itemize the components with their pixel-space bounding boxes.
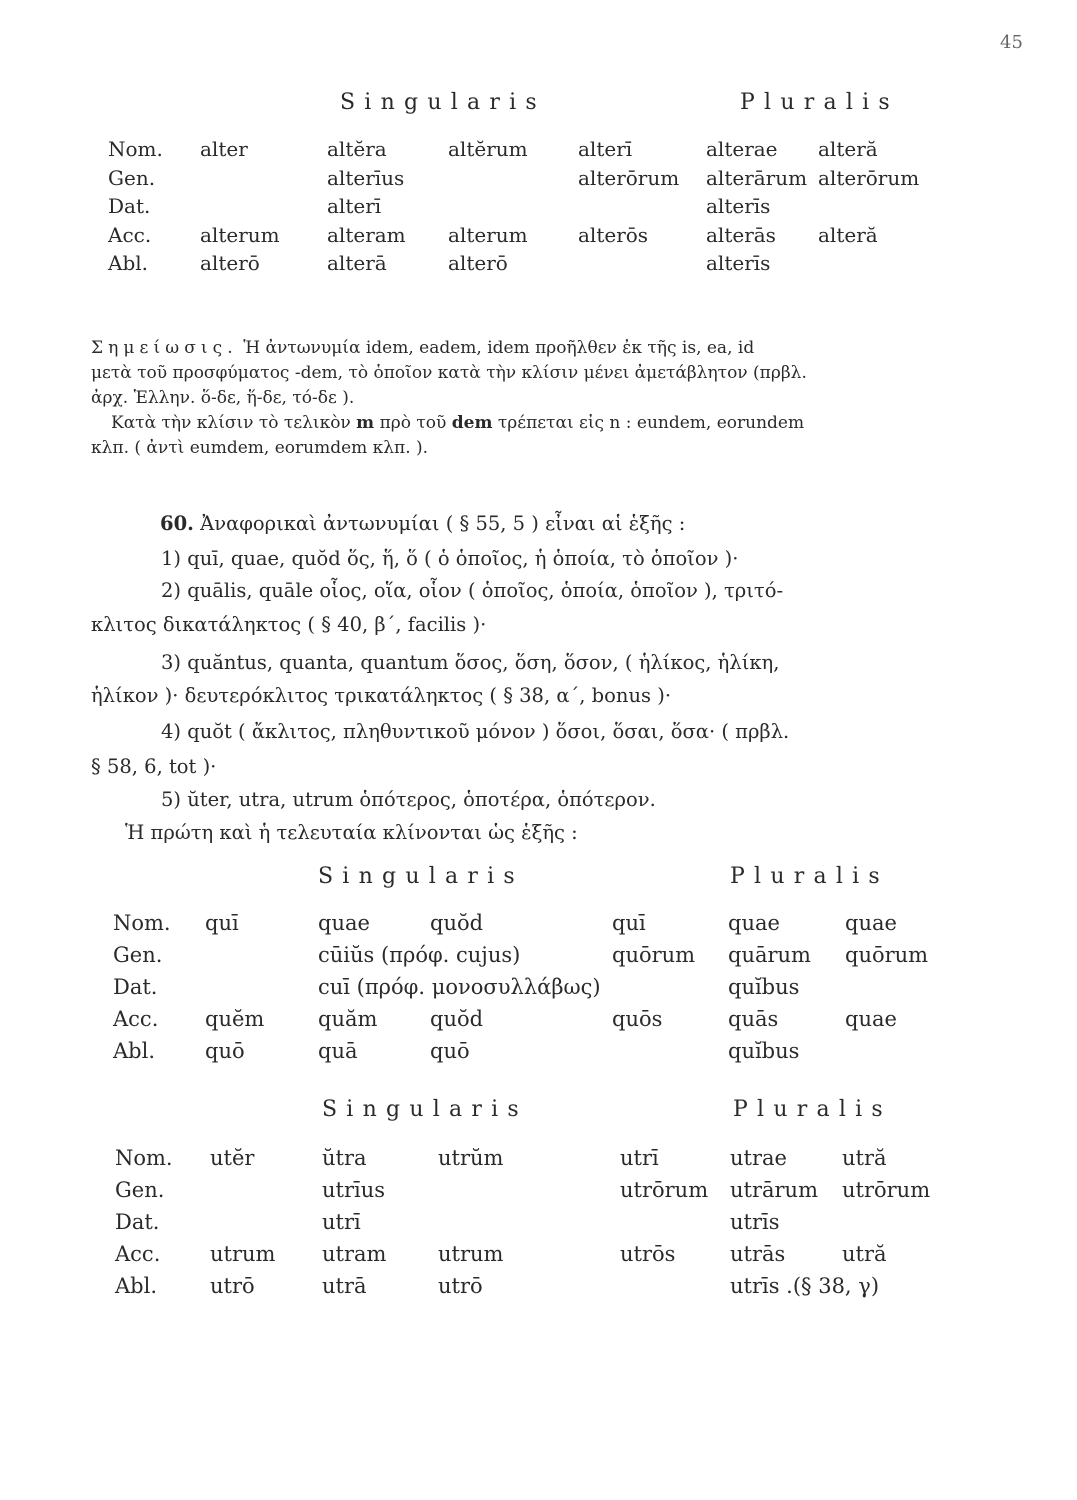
table3-case-label: Nom. <box>115 1146 173 1170</box>
table3-case-label: Abl. <box>115 1274 157 1298</box>
table2-header-singular: Singularis <box>318 864 524 889</box>
table2-form: quās <box>728 1007 779 1031</box>
section60-item-5: 5) ŭter, utra, utrum ὁπότερος, ὁποτέρα, ὁπότερον. <box>161 788 656 811</box>
table3-form: utrŭm <box>438 1146 504 1170</box>
table3-case-label: Gen. <box>115 1178 165 1202</box>
table2-form: quōs <box>612 1007 663 1031</box>
table3-form: utrōs <box>620 1242 676 1266</box>
table2-form: quae <box>728 911 780 935</box>
table3-form: utrīs .(§ 38, γ) <box>730 1274 880 1298</box>
table1-form: alterōrum <box>818 165 920 190</box>
table2-form: quĭbus <box>728 975 800 999</box>
table1-form: alterī <box>327 194 382 218</box>
note-line-4 <box>91 411 971 436</box>
note-line-4-a: Κατὰ τὴν κλίσιν τὸ τελικὸν <box>111 413 351 433</box>
table3-case-label: Acc. <box>115 1242 161 1266</box>
section60-item-4-cont: § 58, 6, tot )· <box>91 755 217 778</box>
table2-form: quŏd <box>430 911 484 935</box>
table3-header-singular: Singularis <box>322 1097 528 1122</box>
table2-form: quō <box>430 1039 470 1063</box>
table1-form: alterīus <box>327 165 405 190</box>
table3-form: utrī <box>620 1146 659 1170</box>
table3-form: utram <box>322 1242 387 1266</box>
table2-header-plural: Pluralis <box>730 864 889 889</box>
table3-form: utrīs <box>730 1210 780 1234</box>
table1-row <box>0 166 1077 195</box>
table3-form: utrum <box>438 1242 504 1266</box>
table2-form: quōrum <box>845 943 929 967</box>
table1-form: alteră <box>818 222 878 247</box>
table3-form: utră <box>842 1146 887 1170</box>
note-line-1: Ἡ ἀντωνυμία idem, eadem, idem προῆλθεν ἐκ τῆς is, ea, id <box>243 338 755 358</box>
table3-form: utră <box>842 1242 887 1266</box>
table1-form: alterum <box>448 222 528 247</box>
table1-form: alterās <box>706 222 776 247</box>
table3-form: utrīus <box>322 1178 386 1202</box>
table2-form: quī <box>205 911 239 935</box>
table2 <box>0 911 1077 1071</box>
table1-form: alterī <box>578 137 633 161</box>
page-number: 45 <box>1000 32 1023 53</box>
section60-closing: Ἡ πρώτη καὶ ἡ τελευταία κλίνονται ὡς ἑξῆς : <box>125 821 578 844</box>
table2-form: quī <box>612 911 646 935</box>
table1-header-plural: Pluralis <box>740 90 899 115</box>
section60-intro: Ἀναφορικαὶ ἀντωνυμίαι ( § 55, 5 ) εἶναι αἱ ἑξῆς : <box>200 512 686 535</box>
section60-item-4: 4) quŏt ( ἄκλιτος, πληθυντικοῦ μόνον ) ὅσοι, ὅσαι, ὅσα· ( πρβλ. <box>161 720 790 743</box>
table2-form: cuī (πρόφ. μονοσυλλάβως) <box>318 975 601 999</box>
table3-form: utrōrum <box>620 1178 709 1202</box>
table1-row <box>0 194 1077 223</box>
note-paragraph <box>91 336 971 461</box>
table2-form: quārum <box>728 943 811 967</box>
table3-row <box>0 1146 1077 1178</box>
note-line-4-m: m <box>356 413 375 433</box>
table2-form: quŏd <box>430 1007 484 1031</box>
table3-form: ŭtra <box>322 1146 367 1170</box>
note-label: Σημείωσις. <box>91 338 238 358</box>
table1-header-singular: Singularis <box>340 90 546 115</box>
table3-row <box>0 1210 1077 1242</box>
section60-item-3-cont: ἡλίκον )· δευτερόκλιτος τρικατάληκτος ( § 38, α΄, bonus )· <box>91 684 672 707</box>
table3-form: utrōrum <box>842 1178 931 1202</box>
table2-form: quae <box>845 1007 897 1031</box>
table2-row <box>0 975 1077 1007</box>
table2-row <box>0 943 1077 975</box>
table3-header-plural: Pluralis <box>733 1097 892 1122</box>
table1-form: alterā <box>327 251 387 275</box>
table2-form: quĕm <box>205 1007 265 1031</box>
table1-form: alterīs <box>706 251 771 275</box>
table1-form: alterō <box>448 251 508 275</box>
table1-form: alterae <box>706 137 778 161</box>
table2-form: quōrum <box>612 943 696 967</box>
note-line-4-dem: dem <box>451 413 493 433</box>
note-line-4-c: τρέπεται εἰς n : eundem, eorundem <box>497 413 805 433</box>
table2-form: quăm <box>318 1007 378 1031</box>
table1-case-label: Abl. <box>108 251 148 275</box>
table3-form: utrā <box>322 1274 367 1298</box>
section60-item-2: 2) quālis, quāle οἷος, οἵα, οἷον ( ὁποῖος, ὁποία, ὁποῖον ), τριτό- <box>161 579 784 602</box>
table1-form: alterum <box>200 222 280 247</box>
table1 <box>0 137 1077 280</box>
table2-row <box>0 1039 1077 1071</box>
table2-case-label: Dat. <box>113 975 158 999</box>
table1-row <box>0 251 1077 280</box>
table1-form: alteră <box>818 137 878 161</box>
table1-form: alterīs <box>706 194 771 218</box>
table1-case-label: Gen. <box>108 165 156 190</box>
section60-heading <box>160 512 685 535</box>
table3-row <box>0 1242 1077 1274</box>
note-line-2: μετὰ τοῦ προσφύματος -dem, τὸ ὁποῖον κατὰ τὴν κλίσιν μένει ἀμετάβλητον (πρβλ. <box>91 363 807 383</box>
table2-form: quĭbus <box>728 1039 800 1063</box>
table3-case-label: Dat. <box>115 1210 160 1234</box>
table2-case-label: Gen. <box>113 943 163 967</box>
table3-form: utrō <box>438 1274 483 1298</box>
table1-form: alter <box>200 137 248 161</box>
section60-number: 60. <box>160 512 194 535</box>
table2-case-label: Abl. <box>113 1039 155 1063</box>
table3-form: utrae <box>730 1146 787 1170</box>
table3-row <box>0 1274 1077 1306</box>
table1-form: altĕra <box>327 137 387 161</box>
table1-form: alterōs <box>578 222 649 247</box>
table1-form: alteram <box>327 222 406 247</box>
table3-row <box>0 1178 1077 1210</box>
table3 <box>0 1146 1077 1306</box>
table1-case-label: Nom. <box>108 137 163 161</box>
note-line-3: ἀρχ. Ἑλλην. ὅ-δε, ἥ-δε, τό-δε ). <box>91 388 355 408</box>
table2-case-label: Nom. <box>113 911 171 935</box>
table1-form: altĕrum <box>448 137 528 161</box>
section60-item-1: 1) quī, quae, quŏd ὅς, ἥ, ὅ ( ὁ ὁποῖος, ἡ ὁποία, τὸ ὁποῖον )· <box>161 547 739 570</box>
table3-form: utrī <box>322 1210 361 1234</box>
table2-form: quae <box>845 911 897 935</box>
table1-form: alterōrum <box>578 165 680 190</box>
table3-form: utrārum <box>730 1178 818 1202</box>
table2-form: quā <box>318 1039 358 1063</box>
table2-form: quō <box>205 1039 245 1063</box>
note-line-4-b: πρὸ τοῦ <box>379 413 447 433</box>
table1-form: alterō <box>200 251 260 275</box>
table2-form: quae <box>318 911 370 935</box>
table1-case-label: Acc. <box>108 222 152 247</box>
table2-case-label: Acc. <box>113 1007 159 1031</box>
table3-form: utrās <box>730 1242 786 1266</box>
table3-form: utrum <box>210 1242 276 1266</box>
section60-item-3: 3) quăntus, quanta, quantum ὅσος, ὅση, ὅσον, ( ἡλίκος, ἡλίκη, <box>161 651 780 674</box>
table1-case-label: Dat. <box>108 194 151 218</box>
table2-form: cūiŭs (πρόφ. cujus) <box>318 943 521 967</box>
note-line-5: κλπ. ( ἀντὶ eumdem, eorumdem κλπ. ). <box>91 438 429 458</box>
table3-form: utrō <box>210 1274 255 1298</box>
section60-item-2-cont: κλιτος δικατάληκτος ( § 40, β΄, facilis )· <box>91 613 487 636</box>
table2-row <box>0 1007 1077 1039</box>
table1-row <box>0 223 1077 252</box>
table3-form: utĕr <box>210 1146 255 1170</box>
table1-form: alterārum <box>706 165 808 190</box>
table1-row <box>0 137 1077 166</box>
table2-row <box>0 911 1077 943</box>
